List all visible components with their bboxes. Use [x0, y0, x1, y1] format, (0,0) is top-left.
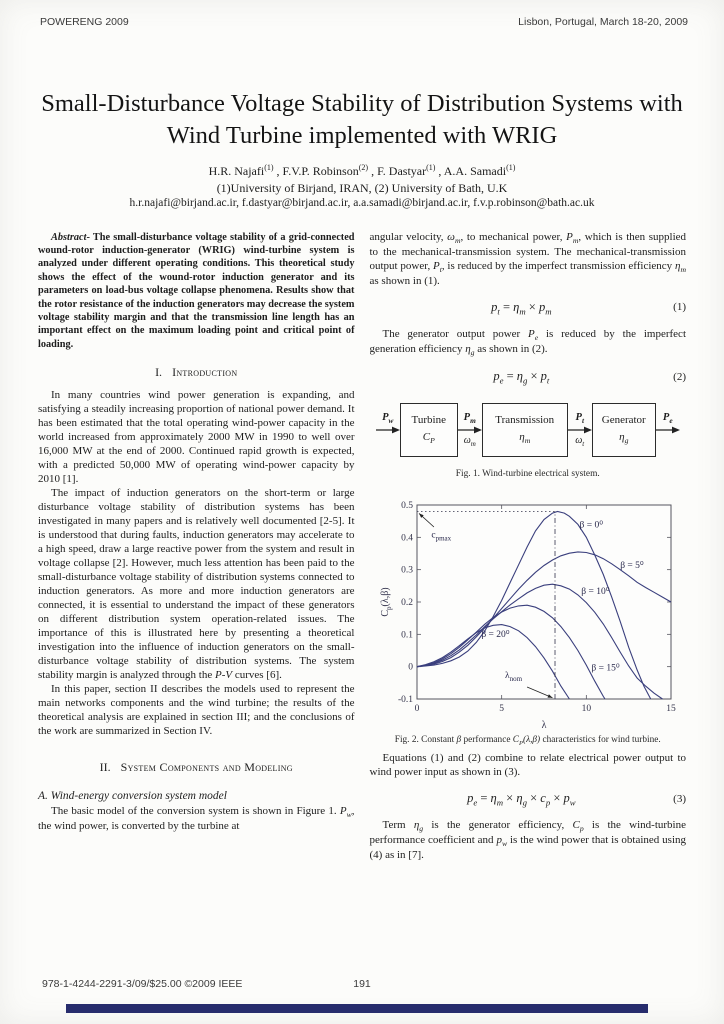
authors-line: H.R. Najafi$^{(1)}$ , F.V.P. Robinson$^{(2)}$ , F. Dastyar$^{(1)}$ , A.A. Samadi$^{(1)}$	[208, 162, 516, 178]
emails-line: h.r.najafi@birjand.ac.ir, f.dastyar@birjand.ac.ir, a.a.samadi@birjand.ac.ir, f.v.p.robinson@bath.ac.uk	[129, 196, 595, 209]
svg-text:0.4: 0.4	[400, 532, 413, 543]
arrow-label-wt: $\omega_t$	[575, 434, 585, 448]
arrow-label-pe: $P_e$	[662, 411, 673, 425]
equation-2	[370, 369, 687, 387]
svg-text:0.5: 0.5	[400, 500, 413, 511]
equation-3-number: (3)	[673, 792, 686, 805]
right-paragraph-1: angular velocity, $\omega_m$, to mechanical power, $P_m$, which is then supplied to the mechanical-transmission system. The mechanical-transmission output power, $P_t$, is reduced by the imperfect transmission efficiency $\eta_m$ as shown in (1).	[369, 230, 687, 287]
transmission-box-symbol: $\eta_m$	[519, 430, 531, 445]
equation-3	[370, 791, 687, 809]
section-heading-system-components	[38, 760, 355, 775]
svg-text:0: 0	[414, 703, 420, 714]
turbine-box	[400, 403, 458, 457]
right-arrow-icon	[656, 425, 680, 435]
right-arrow-icon	[568, 425, 592, 435]
figure1-block-diagram	[370, 403, 687, 457]
copyright-notice: 978-1-4244-2291-3/09/$25.00 ©2009 IEEE	[42, 978, 243, 990]
intro-paragraph-2: The impact of induction generators on the short-term or large disturbance voltage stability of distribution systems has been investigated in many papers and is relatively well documented [2-5]. It is understood that during faults, induction generators may accelerate to a high speed, draw a large reactive power from the system and result in voltage collapse [2]. However, much less attention has been paid to the small-disturbance voltage stability of distribution systems connected to induction generators. As more and more induction generators are connected, it is essential to understand the impact of these generators on different distribution system operation-related issues. The importance of this is illustrated here by presenting a theoretical investigation into the influence of induction generators on the small-disturbance voltage stability of distribution systems. The system stability margin is analyzed through the P-V curves [6].	[38, 487, 355, 681]
figure1-caption: Fig. 1. Wind-turbine electrical system.	[455, 468, 600, 479]
svg-text:0: 0	[408, 662, 413, 673]
page-header	[40, 16, 688, 28]
intro-paragraph-3: In this paper, section II describes the models used to represent the main networks components and the wind turbine; the results of the theoretical analysis are explained in section III; and the conclusions of the work are summarized in Section IV.	[38, 682, 355, 737]
arrow-pt	[568, 411, 592, 449]
subsection-a-heading: A. Wind-energy conversion system model	[38, 789, 227, 802]
curve-annotation: β = 10⁰	[581, 586, 610, 597]
svg-text:10: 10	[581, 703, 591, 714]
equation-1	[370, 300, 687, 318]
svg-text:15: 15	[666, 703, 676, 714]
svg-text:λ: λ	[541, 719, 547, 731]
bottom-accent-bar	[66, 1004, 648, 1013]
turbine-box-label: Turbine	[411, 413, 446, 426]
right-paragraph-2: The generator output power $P_e$ is reduced by the imperfect generation efficiency $\eta_g$ as shown in (2).	[369, 328, 686, 358]
generator-box-label: Generator	[601, 413, 646, 426]
svg-text:-0.1: -0.1	[397, 694, 413, 705]
cp-lambda-chart	[370, 493, 687, 733]
section-title: System Components and Modeling	[120, 760, 293, 775]
right-paragraph-3: Equations (1) and (2) combine to relate electrical power output to wind power input as shown in (3).	[369, 751, 686, 778]
page-number: 191	[353, 978, 371, 990]
page-title: Small-Disturbance Voltage Stability of Distribution Systems with Wind Turbine implemented with WRIG	[41, 90, 683, 150]
intro-paragraph-1: In many countries wind power generation is expanding, and satisfying a steadily increasing proportion of national power demand. It has been estimated that the total operating wind-power capacity in the world increased from approximately 2000 MW in 1990 to well over 16,000 MW at the end of 2000. Continued rapid growth is expected, with a predicted 50,000 MW of operating wind-power capacity by 2010 [1].	[38, 389, 355, 486]
turbine-box-symbol: $C_P$	[422, 430, 435, 445]
curve-annotation: β = 20⁰	[481, 629, 510, 640]
section-number: II.	[99, 760, 111, 775]
section-heading-introduction	[38, 365, 355, 380]
equation-2-number: (2)	[673, 370, 686, 383]
curve-annotation: β = 0⁰	[579, 520, 603, 531]
affiliation-line: (1)University of Birjand, IRAN, (2) University of Bath, U.K	[216, 180, 508, 195]
output-arrow-pe	[656, 411, 680, 449]
right-arrow-icon	[376, 425, 400, 435]
conference-location-date: Lisbon, Portugal, March 18-20, 2009	[518, 16, 688, 28]
figure2-caption: Fig. 2. Constant β performance $C_P(\lambda,\beta)$ characteristics for wind turbine.	[394, 734, 661, 747]
left-column	[38, 231, 355, 864]
equation-3-formula: $p_e = \eta_m \times \eta_g \times c_p \times p_w$	[467, 790, 576, 808]
arrow-label-pw: $P_w$	[382, 411, 394, 425]
arrow-label-wm: $\omega_m$	[463, 434, 476, 448]
arrow-pm	[458, 411, 482, 449]
svg-text:5: 5	[499, 703, 504, 714]
generator-box-symbol: $\eta_g$	[619, 430, 629, 445]
input-arrow-pw	[376, 411, 400, 449]
right-column	[370, 231, 687, 864]
curve-annotation: β = 15⁰	[591, 663, 620, 674]
section-title: Introduction	[172, 365, 238, 380]
section-number: I.	[155, 365, 163, 380]
transmission-box-label: Transmission	[495, 413, 555, 426]
right-arrow-icon	[458, 425, 482, 435]
equation-2-formula: $p_e = \eta_g \times p_t$	[493, 369, 550, 386]
svg-text:0.3: 0.3	[400, 565, 413, 576]
transmission-box	[482, 403, 568, 457]
right-paragraph-4: Term $\eta_g$ is the generator efficiency, $C_p$ is the wind-turbine performance coefficient and $p_w$ is the wind power that is obtained using (4) as in [7].	[369, 819, 686, 862]
abstract-paragraph: Abstract- The small-disturbance voltage stability of a grid-connected wound-rotor induction-generator (WRIG) wind-turbine system is analyzed under different operating conditions. This theoretical study shows the effect of the wound-rotor induction generator and its parameters on load-bus voltage collapse phenomena. Results show that the rotor resistance of the induction generators may decrease the system voltage stability margin and that the transmission line length has an important effect on the maximum loading point and critical point of loading.	[38, 231, 355, 350]
svg-text:0.2: 0.2	[400, 597, 413, 608]
two-column-body	[38, 231, 686, 864]
subsection-a-paragraph: The basic model of the conversion system is shown in Figure 1. $P_w$, the wind power, is converted by the turbine at	[38, 805, 355, 833]
arrow-label-pm: $P_m$	[463, 411, 476, 425]
curve-annotation: β = 5⁰	[619, 560, 644, 571]
cp-curves-svg	[377, 493, 679, 733]
equation-1-formula: $p_t = \eta_m \times p_m$	[491, 299, 552, 317]
svg-text:Cp(λ,β): $C_p(\lambda,\beta)$	[379, 586, 393, 617]
equation-1-number: (1)	[673, 301, 686, 314]
arrow-label-pt: $P_t$	[575, 411, 584, 425]
curve-annotation: $\lambda_{nom}$	[504, 670, 522, 683]
svg-text:0.1: 0.1	[400, 629, 413, 640]
generator-box	[592, 403, 656, 457]
curve-annotation: $c_{pmax}$	[431, 529, 451, 542]
conference-name: POWERENG 2009	[40, 16, 129, 28]
